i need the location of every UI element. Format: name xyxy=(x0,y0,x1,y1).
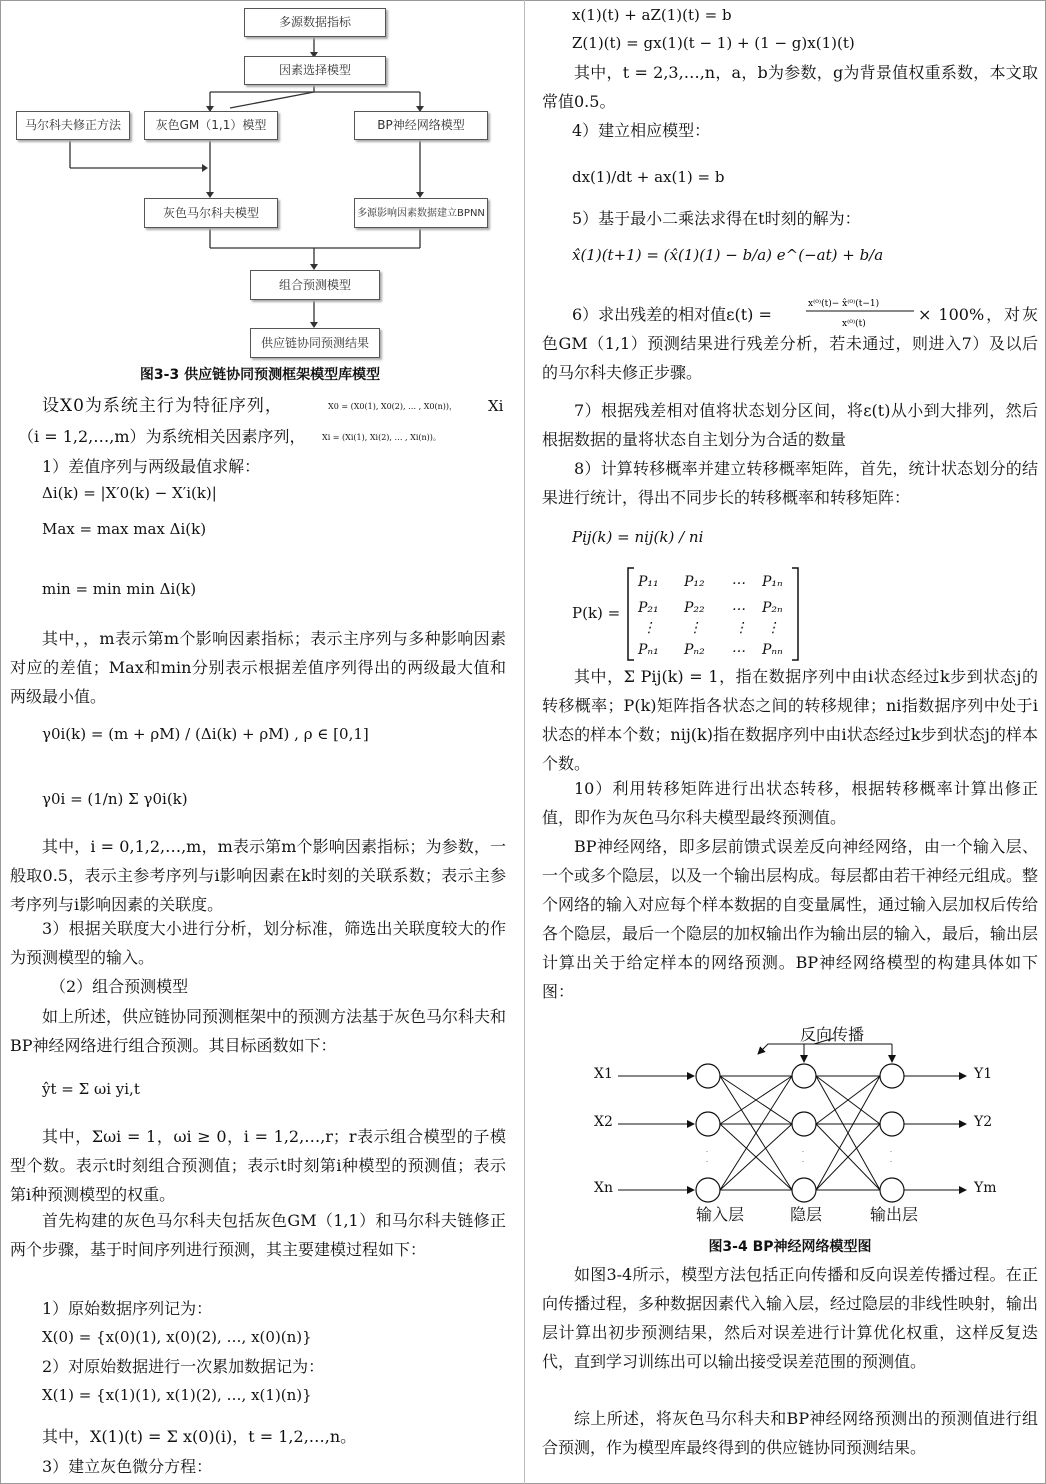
svg-text:P₂₂: P₂₂ xyxy=(684,600,705,616)
svg-text:Pₙ₁: Pₙ₁ xyxy=(638,642,659,658)
box-factor-select: 因素选择模型 xyxy=(244,56,386,85)
box-grey-gm: 灰色GM（1,1）模型 xyxy=(144,111,278,140)
nn-diagram xyxy=(588,1018,1008,1228)
nn-label-x2: X2 xyxy=(594,1114,613,1130)
svg-text:P₂ₙ: P₂ₙ xyxy=(762,600,783,616)
svg-text:·: · xyxy=(802,1149,804,1156)
section-combo-heading: （2）组合预测模型 xyxy=(50,977,189,996)
formula-x0: X0 = (X0(1), X0(2), … , X0(n))， xyxy=(328,402,458,411)
para-grey-markov-intro: 首先构建的灰色马尔科夫包括灰色GM（1,1）和马尔科夫链修正两个步骤，基于时间序列进行预测，其主要建模过程如下： xyxy=(10,1211,506,1259)
svg-text:·: · xyxy=(890,1159,892,1166)
eq-whitening: dx(1)/dt + ax(1) = b xyxy=(572,168,725,186)
nn-label-hidden-layer: 隐层 xyxy=(790,1205,823,1224)
eq-x1-seq: X(1) = {x(1)(1), x(1)(2), …, x(1)(n)} xyxy=(42,1386,312,1404)
box-bpnn: 多源影响因素数据建立BPNN xyxy=(354,198,488,228)
eq-grey-diff: x(1)(t) + aZ(1)(t) = b xyxy=(572,6,732,24)
eq-gamma-k: γ0i(k) = (m + ρM) / (Δi(k) + ρM) , ρ ∈ [0,1] xyxy=(42,725,369,743)
step-orig-heading: 1）原始数据序列记为： xyxy=(42,1299,213,1318)
nn-label-input-layer: 输入层 xyxy=(696,1205,745,1224)
eq-max: Max = max max Δi(k) xyxy=(42,520,207,538)
nn-label-y1: Y1 xyxy=(974,1066,993,1082)
step-8-text: 8）计算转移概率并建立转移概率矩阵，首先，统计状态划分的结果进行统计，得出不同步长的转移概率和转移矩阵： xyxy=(542,459,1038,507)
column-divider xyxy=(524,0,525,1484)
svg-text:·: · xyxy=(706,1149,708,1156)
svg-text:x⁽⁰⁾(t): x⁽⁰⁾(t) xyxy=(842,319,866,329)
flowchart-arrows xyxy=(0,0,520,360)
svg-text:Pₙ₂: Pₙ₂ xyxy=(684,642,705,658)
figure-caption-3-3: 图3-3 供应链协同预测框架模型库模型 xyxy=(139,367,381,383)
para-bp-intro: BP神经网络，即多层前馈式误差反向神经网络，由一个输入层、一个或多个隐层，以及一个输出层构成。每层都由若干神经元组成。整个网络的输入对应每个样本数据的自变量属性，通过输入层加权后传给各个隐层，最后一个隐层的加权输出作为输出层的输入，最后，输出层计算出关于给定样本的网络预测。BP神经网络模型的构建具体如下图： xyxy=(542,837,1039,1001)
step-3-text: 3）根据关联度大小进行分析，划分标准，筛选出关联度较大的作为预测模型的输入。 xyxy=(10,919,506,967)
box-result: 供应链协同预测结果 xyxy=(250,328,380,358)
para-gamma-explain: 其中，i = 0,1,2,…,m，m表示第m个影响因素指标；为参数，一般取0.5，表示主参考序列与i影响因素在k时刻的关联系数；表示主参考序列与i影响因素的关联度。 xyxy=(10,837,506,914)
eq-solution: x̂(1)(t+1) = (x̂(1)(1) − b/a) e^(−at) + b/a xyxy=(572,246,884,264)
step-acc-heading: 2）对原始数据进行一次累加数据记为： xyxy=(42,1357,325,1376)
eq-yhat: ŷt = Σ ωi yi,t xyxy=(42,1080,140,1098)
symbol-xi: Xi xyxy=(488,397,504,415)
para-matrix-explain: 其中，Σ Pij(k) = 1，指在数据序列中由i状态经过k步到状态j的转移概率；P(k)矩阵指各状态之间的转移规律；ni指数据序列中处于i状态的样本个数；nij(k)指在数据序列中由i状态经过k步到状态j的样本个数。 xyxy=(542,667,1038,773)
svg-text:…: … xyxy=(732,572,746,588)
nn-label-xn: Xn xyxy=(594,1180,613,1196)
box-bp-model: BP神经网络模型 xyxy=(354,111,488,140)
box-grey-markov: 灰色马尔科夫模型 xyxy=(144,198,278,228)
para-x0-def: 设X0为系统主行为特征序列， xyxy=(42,396,283,416)
eq-pk-label: P(k) = xyxy=(572,604,621,622)
svg-text:…: … xyxy=(732,640,746,656)
step-6-heading: 6）求出残差的相对值ε(t) = xyxy=(572,305,772,324)
eq-min: min = min min Δi(k) xyxy=(42,580,197,598)
step-4-heading: 4）建立相应模型： xyxy=(572,121,711,140)
step-7-text: 7）根据残差相对值将状态划分区间，将ε(t)从小到大排列，然后根据数据的量将状态自主划分为合适的数量 xyxy=(542,401,1038,449)
para-residual: × 100%，对灰色GM（1,1）预测结果进行残差分析，若未通过，则进入7）及以后的马尔科夫修正步骤。 xyxy=(542,305,1038,382)
svg-text:⋮: ⋮ xyxy=(734,620,748,636)
para-xi-def: （i = 1,2,…,m）为系统相关因素序列， xyxy=(18,427,306,446)
nn-label-x1: X1 xyxy=(594,1066,613,1082)
formula-xi: Xi = (Xi(1), Xi(2), … , Xi(n))。 xyxy=(322,433,441,442)
svg-text:x⁽⁰⁾(t)− x̂⁽⁰⁾(t−1): x⁽⁰⁾(t)− x̂⁽⁰⁾(t−1) xyxy=(808,299,880,309)
eq-background: Z(1)(t) = gx(1)(t − 1) + (1 − g)x(1)(t) xyxy=(572,34,855,52)
para-conclusion: 综上所述，将灰色马尔科夫和BP神经网络预测出的预测值进行组合预测，作为模型库最终得到的供应链协同预测结果。 xyxy=(542,1409,1038,1457)
transition-matrix xyxy=(626,566,806,662)
svg-text:·: · xyxy=(890,1149,892,1156)
step-10-text: 10）利用转移矩阵进行出状态转移，根据转移概率计算出修正值，即作为灰色马尔科夫模型最终预测值。 xyxy=(542,779,1038,827)
para-x1-def: 其中，X(1)(t) = Σ x(0)(i)，t = 1,2,…,n。 xyxy=(42,1427,357,1446)
para-delta-explain: 其中，，m表示第m个影响因素指标；表示主序列与多种影响因素对应的差值；Max和min分别表示根据差值序列得出的两级最大值和两级最小值。 xyxy=(10,629,506,706)
box-multi-source: 多源数据指标 xyxy=(244,8,386,37)
svg-text:·: · xyxy=(802,1159,804,1166)
svg-text:P₁₁: P₁₁ xyxy=(638,574,659,590)
nn-label-output-layer: 输出层 xyxy=(870,1205,919,1224)
svg-text:⋮: ⋮ xyxy=(766,620,780,636)
svg-text:Pₙₙ: Pₙₙ xyxy=(762,642,783,658)
para-fig-explain: 如图3-4所示，模型方法包括正向传播和反向误差传播过程。在正向传播过程，多种数据因素代入输入层，经过隐层的非线性映射，输出层计算出初步预测结果，然后对误差进行计算优化权重，这样反复迭代，直到学习训练出可以输出接受误差范围的预测值。 xyxy=(542,1265,1039,1371)
svg-text:…: … xyxy=(732,598,746,614)
step-grey-eq-heading: 3）建立灰色微分方程： xyxy=(42,1457,213,1476)
svg-text:P₂₁: P₂₁ xyxy=(638,600,659,616)
box-markov-fix: 马尔科夫修正方法 xyxy=(16,111,130,140)
eq-x0-seq: X(0) = {x(0)(1), x(0)(2), …, x(0)(n)} xyxy=(42,1328,312,1346)
svg-text:⋮: ⋮ xyxy=(642,620,656,636)
para-combo-intro: 如上所述，供应链协同预测框架中的预测方法基于灰色马尔科夫和BP神经网络进行组合预测。其目标函数如下： xyxy=(10,1007,507,1055)
step-5-heading: 5）基于最小二乘法求得在t时刻的解为： xyxy=(572,209,861,228)
para-combo-explain: 其中，Σωi = 1，ωi ≥ 0，i = 1,2,…,r；r表示组合模型的子模型个数。表示t时刻组合预测值；表示t时刻第i种模型的预测值；表示第i种预测模型的权重。 xyxy=(10,1127,506,1204)
nn-label-backprop: 反向传播 xyxy=(800,1025,865,1044)
svg-text:P₁₂: P₁₂ xyxy=(684,574,705,590)
box-combo: 组合预测模型 xyxy=(250,270,380,300)
eq-pij: Pij(k) = nij(k) / ni xyxy=(572,528,704,546)
para-params: 其中，t = 2,3,…,n，a，b为参数，g为背景值权重系数，本文取常值0.5。 xyxy=(542,63,1038,111)
eq-gamma: γ0i = (1/n) Σ γ0i(k) xyxy=(42,790,188,808)
nn-label-y2: Y2 xyxy=(974,1114,993,1130)
svg-text:⋮: ⋮ xyxy=(688,620,702,636)
eq-delta: Δi(k) = |X′0(k) − X′i(k)| xyxy=(42,484,217,502)
figure-caption-3-4: 图3-4 BP神经网络模型图 xyxy=(708,1239,872,1255)
nn-label-ym: Ym xyxy=(974,1180,997,1196)
svg-text:·: · xyxy=(706,1159,708,1166)
step-1-heading: 1）差值序列与两级最值求解： xyxy=(42,457,261,476)
svg-text:P₁ₙ: P₁ₙ xyxy=(762,574,783,590)
